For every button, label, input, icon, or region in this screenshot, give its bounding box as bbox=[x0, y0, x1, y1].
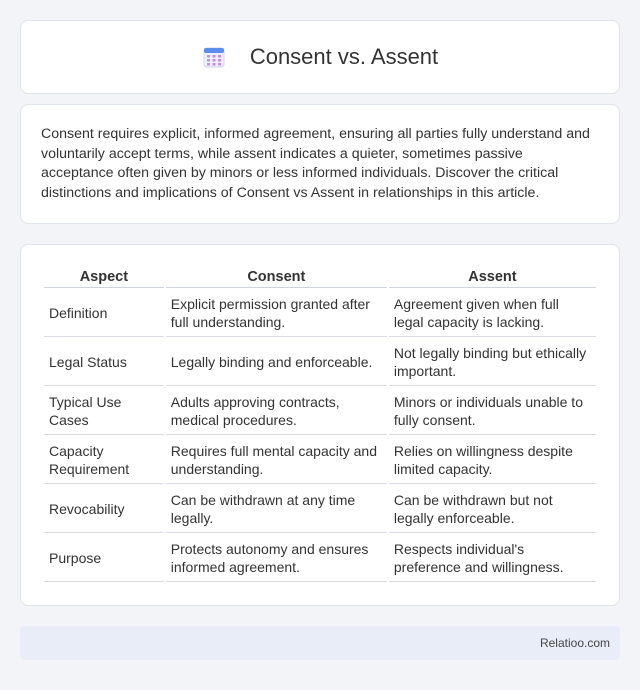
page-title: Consent vs. Assent bbox=[249, 44, 439, 69]
row-assent: Can be withdrawn but not legally enforceable. bbox=[389, 486, 596, 533]
row-assent: Minors or individuals unable to fully consent. bbox=[389, 388, 596, 435]
title-card bbox=[20, 20, 620, 94]
row-aspect: Capacity Requirement bbox=[44, 437, 164, 484]
row-assent: Not legally binding but ethically important. bbox=[389, 339, 596, 386]
intro-card bbox=[20, 104, 620, 224]
row-assent: Respects individual's preference and willingness. bbox=[389, 535, 596, 582]
header-aspect: Aspect bbox=[44, 268, 164, 288]
table-row bbox=[44, 535, 596, 582]
row-consent: Adults approving contracts, medical procedures. bbox=[166, 388, 387, 435]
row-consent: Protects autonomy and ensures informed agreement. bbox=[166, 535, 387, 582]
row-consent: Legally binding and enforceable. bbox=[166, 339, 387, 386]
header-assent: Assent bbox=[389, 268, 596, 288]
row-aspect: Revocability bbox=[44, 486, 164, 533]
row-aspect: Definition bbox=[44, 290, 164, 337]
intro-text: Consent requires explicit, informed agreement, ensuring all parties fully understand and voluntarily accept terms, while assent indicates a quieter, sometimes passive acceptance often given by minors or less informed individuals. Discover the critical distinctions and implications of Consent vs Assent in relationships in this article. bbox=[41, 126, 590, 201]
comparison-table bbox=[42, 266, 598, 584]
header-consent: Consent bbox=[166, 268, 387, 288]
table-row bbox=[44, 388, 596, 435]
row-aspect: Typical Use Cases bbox=[44, 388, 164, 435]
table-row bbox=[44, 437, 596, 484]
row-consent: Can be withdrawn at any time legally. bbox=[166, 486, 387, 533]
row-assent: Relies on willingness despite limited capacity. bbox=[389, 437, 596, 484]
table-row bbox=[44, 290, 596, 337]
row-consent: Requires full mental capacity and understanding. bbox=[166, 437, 387, 484]
comparison-card bbox=[20, 244, 620, 606]
row-consent: Explicit permission granted after full understanding. bbox=[166, 290, 387, 337]
row-aspect: Purpose bbox=[44, 535, 164, 582]
footer-bar bbox=[20, 626, 620, 660]
calendar-icon bbox=[202, 45, 226, 69]
row-aspect: Legal Status bbox=[44, 339, 164, 386]
footer-brand[interactable]: Relatioo.com bbox=[539, 636, 610, 650]
row-assent: Agreement given when full legal capacity is lacking. bbox=[389, 290, 596, 337]
table-header-row bbox=[44, 268, 596, 288]
table-row bbox=[44, 486, 596, 533]
table-row bbox=[44, 339, 596, 386]
